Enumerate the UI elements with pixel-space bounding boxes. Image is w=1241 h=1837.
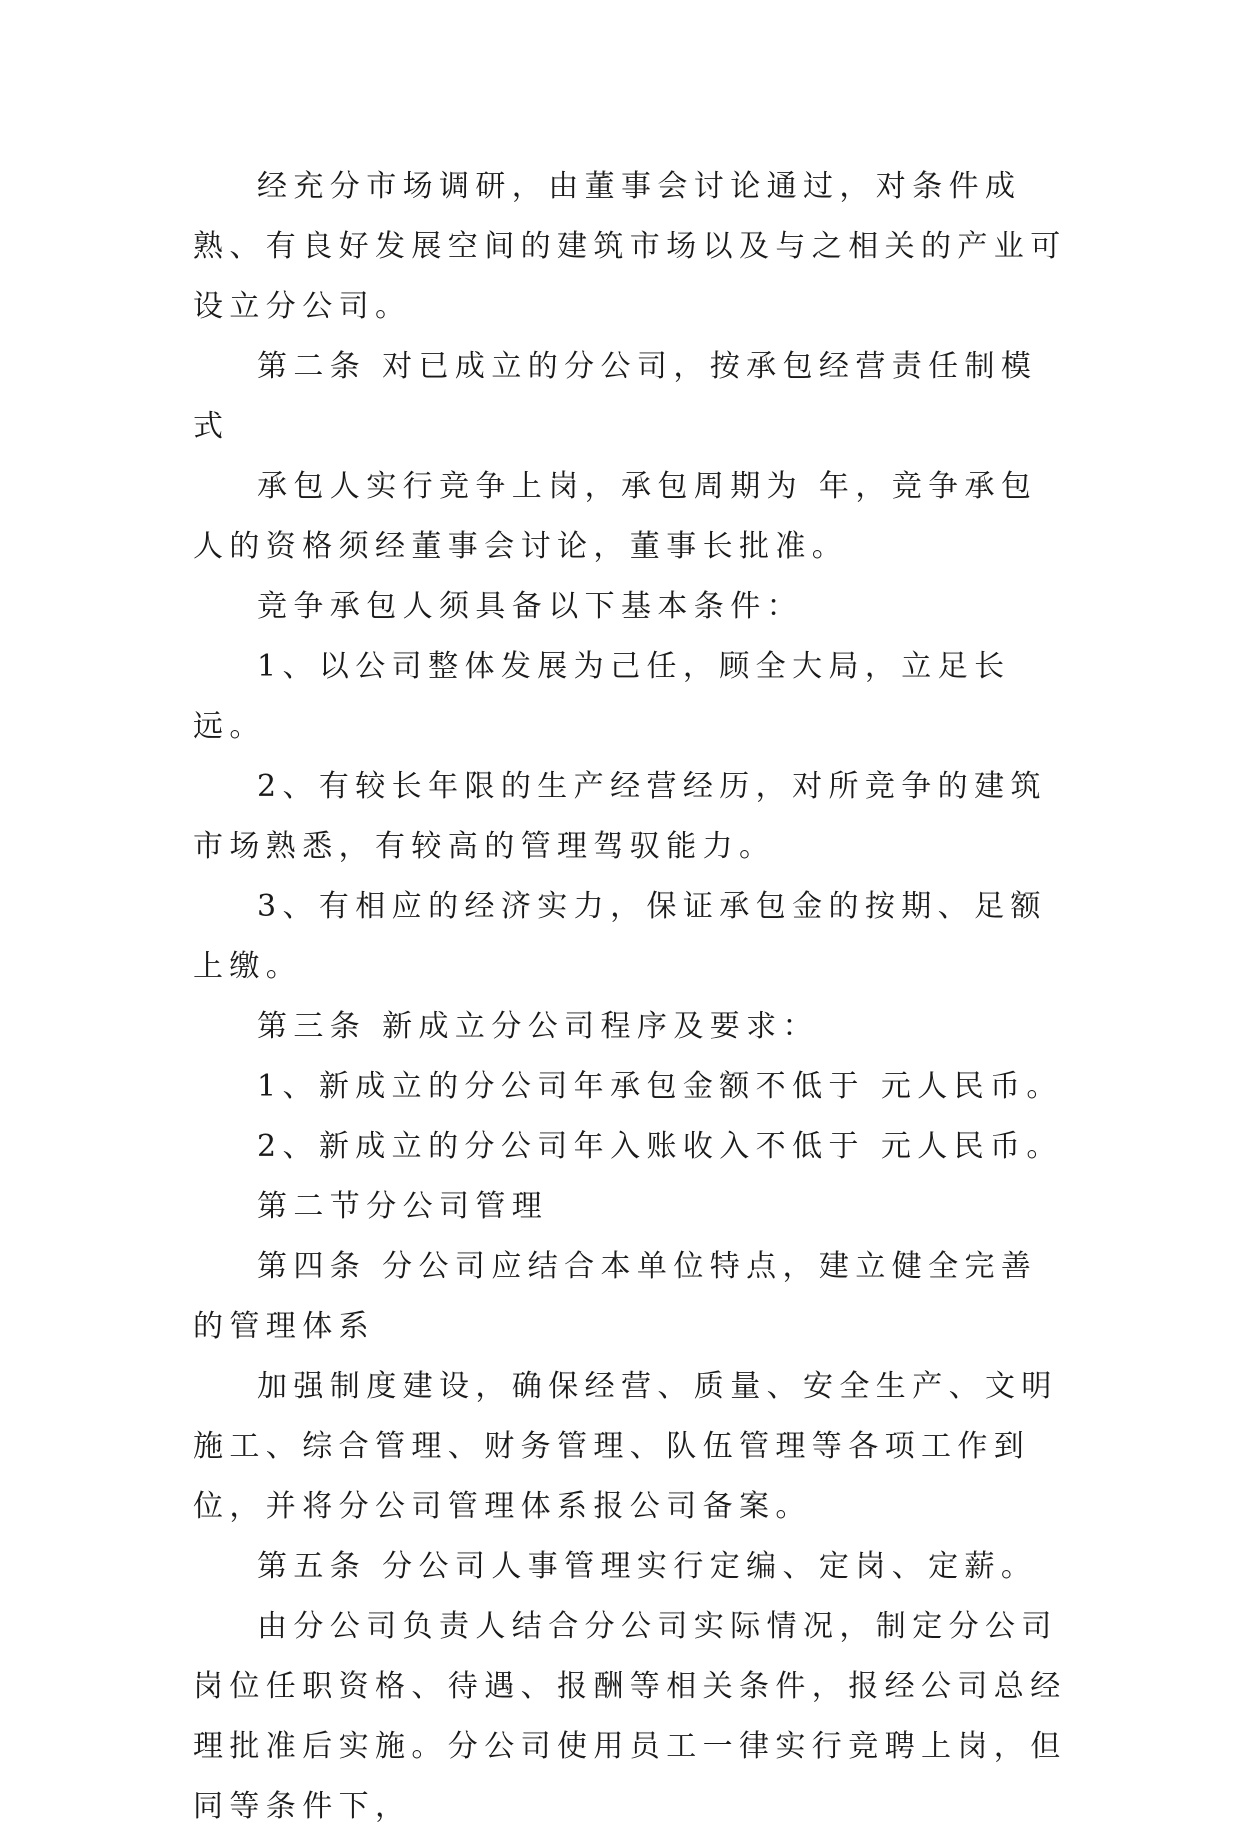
requirement-item-1: 1、新成立的分公司年承包金额不低于 元人民币。 xyxy=(257,1069,1063,1104)
condition-item-3: 3、有相应的经济实力，保证承包金的按期、足额上缴。 xyxy=(193,889,1047,984)
paragraph-system-building: 加强制度建设，确保经营、质量、安全生产、文明施工、综合管理、财务管理、队伍管理等各项工作到位，并将分公司管理体系报公司备案。 xyxy=(193,1369,1058,1524)
requirement-item-2: 2、新成立的分公司年入账收入不低于 元人民币。 xyxy=(257,1129,1063,1164)
section-2-heading: 第二节分公司管理 xyxy=(257,1189,549,1224)
paragraph-contractor-selection: 承包人实行竞争上岗，承包周期为 年，竞争承包人的资格须经董事会讨论，董事长批准。 xyxy=(193,469,1038,564)
article-4-heading: 第四条 分公司应结合本单位特点，建立健全完善的管理体系 xyxy=(193,1249,1038,1344)
condition-item-2: 2、有较长年限的生产经营经历，对所竞争的建筑市场熟悉，有较高的管理驾驭能力。 xyxy=(193,769,1047,864)
article-5-heading: 第五条 分公司人事管理实行定编、定岗、定薪。 xyxy=(257,1549,1038,1584)
article-3-heading: 第三条 新成立分公司程序及要求： xyxy=(257,1009,819,1044)
paragraph-personnel: 由分公司负责人结合分公司实际情况，制定分公司岗位任职资格、待遇、报酬等相关条件，报经公司总经理批准后实施。分公司使用员工一律实行竞聘上岗，但同等条件下， xyxy=(193,1609,1067,1824)
paragraph-1: 经充分市场调研，由董事会讨论通过，对条件成熟、有良好发展空间的建筑市场以及与之相关的产业可设立分公司。 xyxy=(193,169,1067,324)
article-2-heading: 第二条 对已成立的分公司，按承包经营责任制模式 xyxy=(193,349,1038,444)
condition-item-1: 1、以公司整体发展为己任，顾全大局，立足长远。 xyxy=(193,649,1011,744)
document-body xyxy=(193,157,1073,1837)
paragraph-conditions-intro: 竞争承包人须具备以下基本条件： xyxy=(257,589,803,624)
